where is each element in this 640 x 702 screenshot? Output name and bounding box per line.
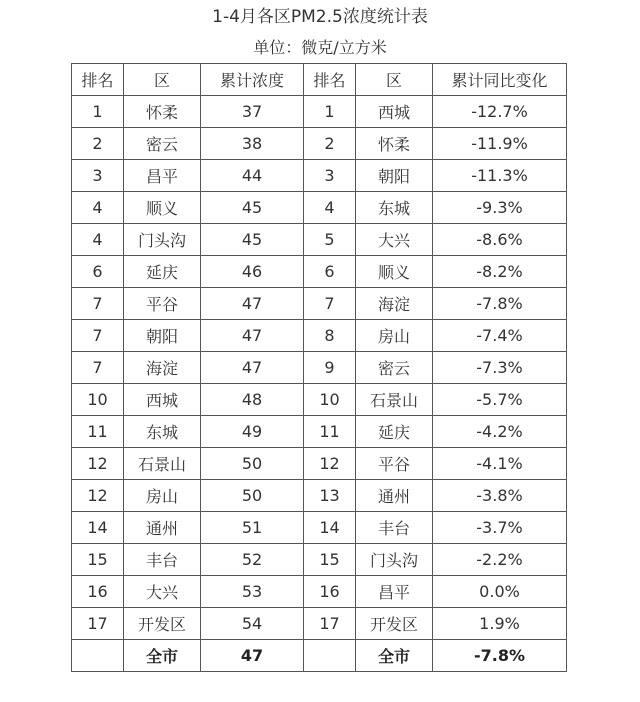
rank-change-cell: 13	[304, 480, 356, 512]
yoy-change-cell: -7.4%	[433, 320, 567, 352]
table-row	[72, 192, 567, 224]
rank-change-cell: 14	[304, 512, 356, 544]
district-concentration-cell: 西城	[124, 384, 201, 416]
yoy-change-cell: -8.2%	[433, 256, 567, 288]
concentration-cell: 38	[201, 128, 304, 160]
district-concentration-cell: 朝阳	[124, 320, 201, 352]
rank-change-cell: 10	[304, 384, 356, 416]
total-district-b: 全市	[356, 640, 433, 672]
table-row	[72, 320, 567, 352]
table-row	[72, 352, 567, 384]
district-concentration-cell: 石景山	[124, 448, 201, 480]
district-change-cell: 通州	[356, 480, 433, 512]
rank-concentration-cell: 1	[72, 96, 124, 128]
rank-change-cell: 5	[304, 224, 356, 256]
total-rank-a	[72, 640, 124, 672]
table-row	[72, 544, 567, 576]
rank-concentration-cell: 16	[72, 576, 124, 608]
district-change-cell: 大兴	[356, 224, 433, 256]
district-concentration-cell: 通州	[124, 512, 201, 544]
district-concentration-cell: 东城	[124, 416, 201, 448]
district-change-cell: 延庆	[356, 416, 433, 448]
yoy-change-cell: -11.3%	[433, 160, 567, 192]
district-change-cell: 门头沟	[356, 544, 433, 576]
yoy-change-cell: -9.3%	[433, 192, 567, 224]
table-body	[72, 96, 567, 640]
rank-concentration-cell: 7	[72, 320, 124, 352]
concentration-cell: 49	[201, 416, 304, 448]
yoy-change-cell: -3.8%	[433, 480, 567, 512]
district-change-cell: 怀柔	[356, 128, 433, 160]
rank-concentration-cell: 12	[72, 448, 124, 480]
rank-change-cell: 8	[304, 320, 356, 352]
concentration-cell: 51	[201, 512, 304, 544]
yoy-change-cell: -7.8%	[433, 288, 567, 320]
concentration-cell: 46	[201, 256, 304, 288]
district-change-cell: 开发区	[356, 608, 433, 640]
district-change-cell: 西城	[356, 96, 433, 128]
table-row	[72, 384, 567, 416]
pm25-stats-table	[71, 63, 567, 672]
rank-concentration-cell: 10	[72, 384, 124, 416]
table-row	[72, 256, 567, 288]
district-concentration-cell: 密云	[124, 128, 201, 160]
header-district-change: 区	[356, 64, 433, 96]
rank-concentration-cell: 6	[72, 256, 124, 288]
concentration-cell: 45	[201, 224, 304, 256]
rank-concentration-cell: 15	[72, 544, 124, 576]
district-concentration-cell: 昌平	[124, 160, 201, 192]
district-concentration-cell: 平谷	[124, 288, 201, 320]
table-row	[72, 448, 567, 480]
header-row	[72, 64, 567, 96]
concentration-cell: 37	[201, 96, 304, 128]
concentration-cell: 48	[201, 384, 304, 416]
table-row	[72, 96, 567, 128]
total-row	[72, 640, 567, 672]
header-yoy-change: 累计同比变化	[433, 64, 567, 96]
rank-change-cell: 3	[304, 160, 356, 192]
yoy-change-cell: 1.9%	[433, 608, 567, 640]
rank-concentration-cell: 11	[72, 416, 124, 448]
table-row	[72, 288, 567, 320]
rank-concentration-cell: 17	[72, 608, 124, 640]
rank-concentration-cell: 7	[72, 288, 124, 320]
concentration-cell: 44	[201, 160, 304, 192]
district-change-cell: 房山	[356, 320, 433, 352]
concentration-cell: 50	[201, 480, 304, 512]
district-concentration-cell: 开发区	[124, 608, 201, 640]
rank-change-cell: 2	[304, 128, 356, 160]
district-change-cell: 密云	[356, 352, 433, 384]
district-concentration-cell: 怀柔	[124, 96, 201, 128]
rank-concentration-cell: 12	[72, 480, 124, 512]
rank-change-cell: 9	[304, 352, 356, 384]
total-rank-b	[304, 640, 356, 672]
yoy-change-cell: -5.7%	[433, 384, 567, 416]
table-row	[72, 128, 567, 160]
yoy-change-cell: -11.9%	[433, 128, 567, 160]
district-change-cell: 海淀	[356, 288, 433, 320]
district-concentration-cell: 海淀	[124, 352, 201, 384]
district-change-cell: 石景山	[356, 384, 433, 416]
yoy-change-cell: -3.7%	[433, 512, 567, 544]
concentration-cell: 45	[201, 192, 304, 224]
rank-concentration-cell: 4	[72, 224, 124, 256]
rank-concentration-cell: 14	[72, 512, 124, 544]
rank-concentration-cell: 3	[72, 160, 124, 192]
district-change-cell: 平谷	[356, 448, 433, 480]
district-change-cell: 朝阳	[356, 160, 433, 192]
concentration-cell: 47	[201, 352, 304, 384]
rank-change-cell: 12	[304, 448, 356, 480]
concentration-cell: 53	[201, 576, 304, 608]
table-row	[72, 480, 567, 512]
rank-change-cell: 6	[304, 256, 356, 288]
concentration-cell: 47	[201, 320, 304, 352]
concentration-cell: 47	[201, 288, 304, 320]
district-change-cell: 东城	[356, 192, 433, 224]
table-row	[72, 608, 567, 640]
rank-change-cell: 1	[304, 96, 356, 128]
yoy-change-cell: -4.2%	[433, 416, 567, 448]
district-change-cell: 顺义	[356, 256, 433, 288]
header-cumulative-concentration: 累计浓度	[201, 64, 304, 96]
table-title: 1-4月各区PM2.5浓度统计表	[212, 7, 428, 27]
table-row	[72, 576, 567, 608]
yoy-change-cell: -4.1%	[433, 448, 567, 480]
rank-concentration-cell: 7	[72, 352, 124, 384]
district-concentration-cell: 顺义	[124, 192, 201, 224]
header-district-concentration: 区	[124, 64, 201, 96]
district-concentration-cell: 门头沟	[124, 224, 201, 256]
table-row	[72, 160, 567, 192]
rank-change-cell: 17	[304, 608, 356, 640]
rank-change-cell: 7	[304, 288, 356, 320]
district-change-cell: 昌平	[356, 576, 433, 608]
concentration-cell: 50	[201, 448, 304, 480]
district-concentration-cell: 房山	[124, 480, 201, 512]
district-concentration-cell: 延庆	[124, 256, 201, 288]
total-change: -7.8%	[433, 640, 567, 672]
table-row	[72, 512, 567, 544]
yoy-change-cell: -12.7%	[433, 96, 567, 128]
concentration-cell: 52	[201, 544, 304, 576]
yoy-change-cell: -8.6%	[433, 224, 567, 256]
header-rank-change: 排名	[304, 64, 356, 96]
rank-change-cell: 11	[304, 416, 356, 448]
total-district-a: 全市	[124, 640, 201, 672]
unit-label: 单位：微克/立方米	[253, 38, 387, 57]
header-rank-concentration: 排名	[72, 64, 124, 96]
rank-change-cell: 16	[304, 576, 356, 608]
district-concentration-cell: 丰台	[124, 544, 201, 576]
district-concentration-cell: 大兴	[124, 576, 201, 608]
total-concentration: 47	[201, 640, 304, 672]
table-row	[72, 416, 567, 448]
rank-change-cell: 4	[304, 192, 356, 224]
yoy-change-cell: -2.2%	[433, 544, 567, 576]
rank-change-cell: 15	[304, 544, 356, 576]
district-change-cell: 丰台	[356, 512, 433, 544]
yoy-change-cell: -7.3%	[433, 352, 567, 384]
rank-concentration-cell: 4	[72, 192, 124, 224]
yoy-change-cell: 0.0%	[433, 576, 567, 608]
rank-concentration-cell: 2	[72, 128, 124, 160]
table-row	[72, 224, 567, 256]
concentration-cell: 54	[201, 608, 304, 640]
